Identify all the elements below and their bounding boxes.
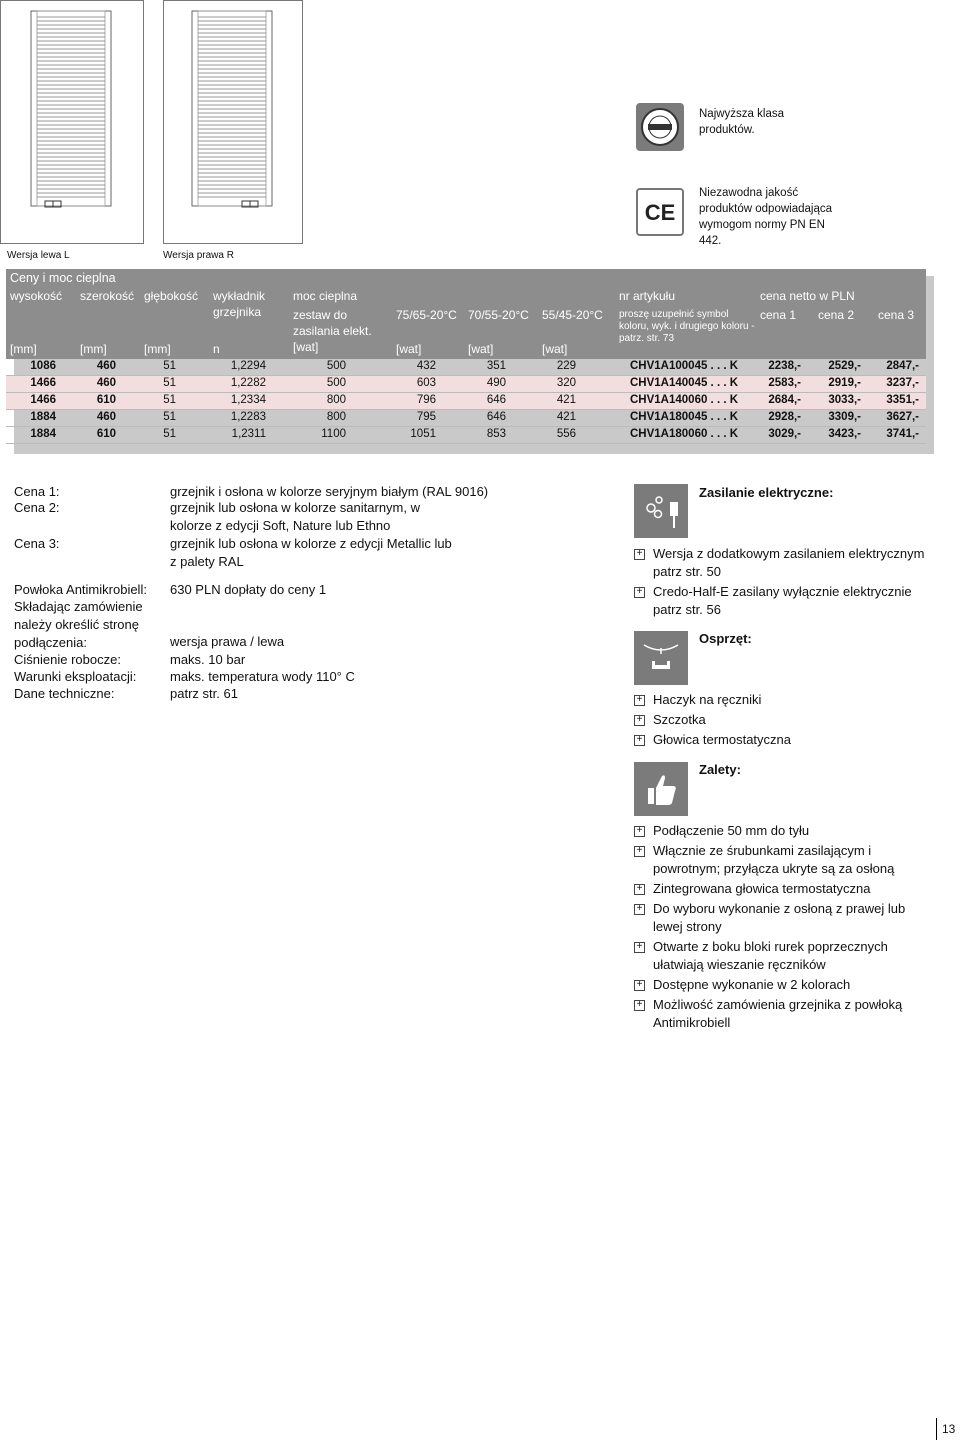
radiator-left-frame	[0, 0, 144, 244]
spec-value: grzejnik i osłona w kolorze seryjnym białym (RAL 9016)	[170, 484, 489, 499]
header-price-2: cena 2	[818, 308, 855, 322]
header-depth: głębokość	[144, 289, 199, 303]
plus-icon: +	[634, 587, 645, 598]
quality-badge-text: Najwyższa klasa produktów.	[699, 108, 784, 136]
table-row: 1466 460 51 1,2282 500 603 490 320 CHV1A140045 . . . K 2583,- 2919,- 3237,-	[6, 376, 926, 393]
plus-icon: +	[634, 1000, 645, 1011]
table-row: 1884 460 51 1,2283 800 795 646 421 CHV1A180045 . . . K 2928,- 3309,- 3627,-	[6, 410, 926, 427]
header-temp-1: 75/65-20°C	[396, 308, 457, 322]
accessories-list	[634, 691, 934, 751]
spec-label: Cena 1:	[14, 484, 60, 499]
table-header	[6, 269, 926, 359]
plus-icon: +	[634, 884, 645, 895]
spec-value: grzejnik lub osłona w kolorze z edycji Metallic lub z palety RAL	[170, 536, 452, 569]
thumbs-up-icon	[634, 762, 688, 816]
spec-label: Dane techniczne:	[14, 686, 115, 701]
header-temp-3: 55/45-20°C	[542, 308, 603, 322]
header-width: szerokość	[80, 289, 135, 303]
header-exponent-2: grzejnika	[213, 305, 262, 319]
spec-value: 630 PLN dopłaty do ceny 1	[170, 582, 327, 597]
svg-text:CE: CE	[644, 200, 676, 225]
header-article: nr artykułu	[619, 289, 676, 303]
plus-icon: +	[634, 980, 645, 991]
unit-electric: [wat]	[293, 340, 319, 354]
header-height: wysokość	[10, 289, 63, 303]
header-exponent: wykładnik	[213, 289, 266, 303]
list-item: + Szczotka	[634, 711, 934, 729]
right-version-label: Wersja prawa R	[163, 250, 234, 261]
table-row: 1466 610 51 1,2334 800 796 646 421 CHV1A140060 . . . K 2684,- 3033,- 3351,-	[6, 393, 926, 410]
radiator-left-drawing	[1, 1, 143, 243]
header-electric-set: zestaw do	[293, 308, 348, 322]
accessories-icon	[634, 631, 688, 685]
spec-value: maks. 10 bar	[170, 652, 246, 667]
plus-icon: +	[634, 715, 645, 726]
list-item: + Haczyk na ręczniki	[634, 691, 934, 709]
list-item: + Dostępne wykonanie w 2 kolorach	[634, 976, 934, 994]
price-table	[6, 269, 926, 444]
plus-icon: +	[634, 904, 645, 915]
spec-label: Powłoka Antimikrobiell:	[14, 582, 147, 597]
quality-seal-icon	[636, 103, 684, 151]
header-price-1: cena 1	[760, 308, 797, 322]
list-item: + Otwarte z boku bloki rurek poprzecznych ułatwiają wieszanie ręczników	[634, 938, 934, 974]
table-row: 1884 610 51 1,2311 1100 1051 853 556 CHV1A180060 . . . K 3029,- 3423,- 3741,-	[6, 427, 926, 444]
list-item: + Możliwość zamówienia grzejnika z powłoką Antimikrobiell	[634, 996, 934, 1032]
list-item: + Włącznie ze śrubunkami zasilającym i powrotnym; przyłącza ukryte są za osłoną	[634, 842, 934, 878]
plus-icon: +	[634, 735, 645, 746]
table-row: 1086 460 51 1,2294 500 432 351 229 CHV1A100045 . . . K 2238,- 2529,- 2847,-	[6, 359, 926, 376]
plus-icon: +	[634, 826, 645, 837]
unit-temp-3: [wat]	[542, 342, 568, 356]
advantages-title: Zalety:	[699, 762, 741, 777]
spec-label: Warunki eksploatacji:	[14, 669, 137, 684]
spec-value: patrz str. 61	[170, 686, 238, 701]
header-price-3: cena 3	[878, 308, 915, 322]
spec-label: Cena 2:	[14, 500, 60, 515]
radiator-right-frame	[163, 0, 303, 244]
ce-mark-icon	[636, 188, 684, 236]
list-item: + Zintegrowana głowica termostatyczna	[634, 880, 934, 898]
header-heat-output: moc cieplna	[293, 289, 358, 303]
electric-supply-icon	[634, 484, 688, 538]
header-article-note: proszę uzupełnić symbol koloru, wyk. i drugiego koloru - patrz. str. 73	[619, 309, 755, 344]
left-version-label: Wersja lewa L	[7, 250, 70, 261]
spec-label: Składając zamówienie należy określić stronę podłączenia:	[14, 599, 143, 650]
electric-list	[634, 545, 934, 621]
header-temp-2: 70/55-20°C	[468, 308, 529, 322]
page-number: 13	[936, 1418, 955, 1440]
unit-temp-2: [wat]	[468, 342, 494, 356]
table-title: Ceny i moc cieplna	[10, 271, 116, 285]
plus-icon: +	[634, 942, 645, 953]
list-item: + Głowica termostatyczna	[634, 731, 934, 749]
electric-title: Zasilanie elektryczne:	[699, 485, 834, 500]
unit-depth: [mm]	[144, 342, 171, 356]
spec-label: Ciśnienie robocze:	[14, 652, 121, 667]
spec-label: Cena 3:	[14, 536, 60, 551]
unit-width: [mm]	[80, 342, 107, 356]
header-price: cena netto w PLN	[760, 289, 855, 303]
list-item: + Do wyboru wykonanie z osłoną z prawej lub lewej strony	[634, 900, 934, 936]
header-electric-set-2: zasilania elekt.	[293, 324, 372, 338]
spec-value: maks. temperatura wody 110° C	[170, 669, 355, 684]
advantages-list	[634, 822, 934, 1034]
plus-icon: +	[634, 695, 645, 706]
radiator-right-drawing	[164, 1, 302, 243]
accessories-title: Osprzęt:	[699, 631, 752, 646]
list-item: + Podłączenie 50 mm do tyłu	[634, 822, 934, 840]
unit-temp-1: [wat]	[396, 342, 422, 356]
unit-exponent: n	[213, 342, 220, 356]
spec-value: wersja prawa / lewa	[170, 634, 285, 649]
list-item: + Wersja z dodatkowym zasilaniem elektrycznym patrz str. 50	[634, 545, 934, 581]
list-item: + Credo-Half-E zasilany wyłącznie elektrycznie patrz str. 56	[634, 583, 934, 619]
spec-value: grzejnik lub osłona w kolorze sanitarnym, w kolorze z edycji Soft, Nature lub Ethno	[170, 500, 420, 533]
ce-badge-text: Niezawodna jakość produktów odpowiadająca wymogom normy PN EN 442.	[699, 187, 832, 247]
unit-height: [mm]	[10, 342, 37, 356]
plus-icon: +	[634, 549, 645, 560]
plus-icon: +	[634, 846, 645, 857]
